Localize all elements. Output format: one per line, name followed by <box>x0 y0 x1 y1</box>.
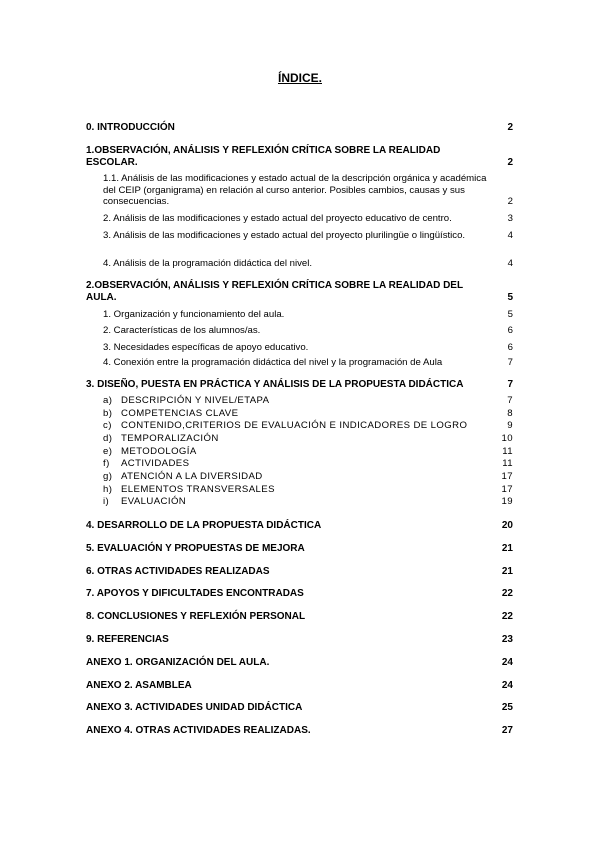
toc-entry-page: 23 <box>501 634 513 645</box>
toc-entry-text: EVALUACIÓN <box>121 496 187 507</box>
toc-entry-desarrollo[interactable] <box>86 520 513 532</box>
toc-entry-text: TEMPORALIZACIÓN <box>121 433 219 444</box>
toc-letter-label: f) <box>103 458 110 469</box>
toc-entry-page: 24 <box>501 680 513 691</box>
toc-entry-page: 25 <box>501 702 513 713</box>
toc-entry-page: 10 <box>501 433 513 444</box>
toc-entry-text: COMPETENCIAS CLAVE <box>121 408 239 419</box>
toc-entry-text: ANEXO 4. OTRAS ACTIVIDADES REALIZADAS. <box>86 725 311 736</box>
toc-entry-text: 4. Conexión entre la programación didáctica del nivel y la programación de Aula <box>103 357 443 368</box>
toc-entry-page: 5 <box>507 292 513 303</box>
page-title: ÍNDICE. <box>277 71 322 85</box>
toc-entry-apoyos[interactable] <box>86 588 513 600</box>
toc-subentry-2-1[interactable] <box>103 309 513 321</box>
toc-entry-page: 11 <box>502 446 513 457</box>
toc-entry-page: 22 <box>501 611 513 622</box>
toc-subentry-1-1[interactable] <box>103 173 513 208</box>
toc-letter-b[interactable] <box>103 408 513 420</box>
toc-entry-anexo-4[interactable] <box>86 725 513 737</box>
toc-entry-page: 17 <box>501 484 513 495</box>
toc-entry-page: 21 <box>501 543 513 554</box>
toc-entry-page: 24 <box>501 657 513 668</box>
toc-entry-text: 1.OBSERVACIÓN, ANÁLISIS Y REFLEXIÓN CRÍTICA SOBRE LA REALIDAD ESCOLAR. <box>86 145 441 168</box>
toc-entry-page: 11 <box>502 458 513 469</box>
toc-entry-page: 21 <box>501 566 513 577</box>
toc-letter-a[interactable] <box>103 395 513 407</box>
toc-entry-anexo-1[interactable] <box>86 657 513 669</box>
toc-entry-text: 7. APOYOS Y DIFICULTADES ENCONTRADAS <box>86 588 304 599</box>
toc-entry-introduccion[interactable] <box>86 122 513 134</box>
toc-subentry-2-4[interactable] <box>103 357 513 369</box>
toc-entry-text: 3. Análisis de las modificaciones y estado actual del proyecto plurilingüe o lingüístico. <box>103 230 466 241</box>
toc-entry-realidad-escolar[interactable] <box>86 145 513 169</box>
toc-subentry-1-2[interactable] <box>103 213 513 225</box>
toc-subentry-1-4[interactable] <box>103 258 513 270</box>
toc-entry-page: 9 <box>507 420 513 431</box>
toc-entry-text: ELEMENTOS TRANSVERSALES <box>121 484 275 495</box>
toc-entry-page: 17 <box>501 471 513 482</box>
toc-entry-evaluacion[interactable] <box>86 543 513 555</box>
toc-entry-text: 3. Necesidades específicas de apoyo educativo. <box>103 342 309 353</box>
toc-entry-page: 8 <box>507 408 513 419</box>
toc-letter-h[interactable] <box>103 484 513 496</box>
toc-letter-label: e) <box>103 446 113 457</box>
toc-entry-page: 7 <box>507 357 513 368</box>
toc-entry-page: 22 <box>501 588 513 599</box>
toc-entry-text: DESCRIPCIÓN Y NIVEL/ETAPA <box>121 395 270 406</box>
toc-entry-anexo-2[interactable] <box>86 680 513 692</box>
toc-entry-text: 5. EVALUACIÓN Y PROPUESTAS DE MEJORA <box>86 543 305 554</box>
toc-letter-label: d) <box>103 433 113 444</box>
toc-entry-otras-actividades[interactable] <box>86 566 513 578</box>
toc-entry-text: 6. OTRAS ACTIVIDADES REALIZADAS <box>86 566 270 577</box>
toc-entry-text: 2.OBSERVACIÓN, ANÁLISIS Y REFLEXIÓN CRÍTICA SOBRE LA REALIDAD DEL AULA. <box>86 280 463 303</box>
toc-entry-text: ANEXO 3. ACTIVIDADES UNIDAD DIDÁCTICA <box>86 702 303 713</box>
toc-letter-g[interactable] <box>103 471 513 483</box>
toc-entry-text: ATENCIÓN A LA DIVERSIDAD <box>121 471 263 482</box>
toc-entry-propuesta-didactica[interactable] <box>86 379 513 391</box>
toc-letter-label: i) <box>103 496 110 507</box>
toc-letter-f[interactable] <box>103 458 513 470</box>
toc-entry-page: 3 <box>507 213 513 224</box>
toc-entry-text: 3. DISEÑO, PUESTA EN PRÁCTICA Y ANÁLISIS DE LA PROPUESTA DIDÁCTICA <box>86 379 464 390</box>
toc-entry-text: 8. CONCLUSIONES Y REFLEXIÓN PERSONAL <box>86 611 306 622</box>
toc-letter-label: a) <box>103 395 113 406</box>
toc-entry-conclusiones[interactable] <box>86 611 513 623</box>
toc-subentry-2-2[interactable] <box>103 325 513 337</box>
toc-entry-page: 4 <box>507 258 513 269</box>
toc-entry-text: METODOLOGÍA <box>121 446 197 457</box>
toc-entry-text: ANEXO 1. ORGANIZACIÓN DEL AULA. <box>86 657 270 668</box>
toc-entry-referencias[interactable] <box>86 634 513 646</box>
toc-letter-label: g) <box>103 471 113 482</box>
toc-entry-text: ACTIVIDADES <box>121 458 190 469</box>
toc-letter-e[interactable] <box>103 446 513 458</box>
toc-entry-text: 1. Organización y funcionamiento del aula. <box>103 309 285 320</box>
toc-entry-text: 0. INTRODUCCIÓN <box>86 122 175 133</box>
toc-entry-page: 7 <box>507 395 513 406</box>
toc-entry-anexo-3[interactable] <box>86 702 513 714</box>
toc-entry-page: 6 <box>507 325 513 336</box>
toc-entry-page: 5 <box>507 309 513 320</box>
toc-entry-page: 19 <box>501 496 513 507</box>
toc-entry-page: 2 <box>507 196 513 207</box>
toc-letter-c[interactable] <box>103 420 513 432</box>
toc-entry-page: 6 <box>507 342 513 353</box>
toc-entry-text: 2. Características de los alumnos/as. <box>103 325 261 336</box>
toc-entry-text: 4. Análisis de la programación didáctica del nivel. <box>103 258 313 269</box>
toc-entry-text: 4. DESARROLLO DE LA PROPUESTA DIDÁCTICA <box>86 520 322 531</box>
toc-letter-label: b) <box>103 408 113 419</box>
toc-entry-page: 4 <box>507 230 513 241</box>
toc-entry-text: ANEXO 2. ASAMBLEA <box>86 680 192 691</box>
toc-entry-page: 20 <box>501 520 513 531</box>
toc-entry-realidad-aula[interactable] <box>86 280 513 304</box>
toc-letter-label: c) <box>103 420 112 431</box>
toc-entry-page: 7 <box>507 379 513 390</box>
toc-entry-page: 2 <box>507 157 513 168</box>
toc-entry-text: 1.1. Análisis de las modificaciones y estado actual de la descripción orgánica y académica del CEIP (organigrama) en relación al curso anterior. Posibles cambios, causas y sus consecuencias. <box>103 173 487 207</box>
toc-subentry-1-3[interactable] <box>103 230 513 242</box>
toc-entry-text: CONTENIDO,CRITERIOS DE EVALUACIÓN E INDICADORES DE LOGRO <box>121 420 468 431</box>
toc-letter-i[interactable] <box>103 496 513 508</box>
toc-entry-text: 9. REFERENCIAS <box>86 634 169 645</box>
toc-entry-page: 27 <box>501 725 513 736</box>
toc-subentry-2-3[interactable] <box>103 342 513 354</box>
toc-letter-label: h) <box>103 484 113 495</box>
toc-entry-page: 2 <box>507 122 513 133</box>
toc-entry-text: 2. Análisis de las modificaciones y estado actual del proyecto educativo de centro. <box>103 213 452 224</box>
toc-letter-d[interactable] <box>103 433 513 445</box>
